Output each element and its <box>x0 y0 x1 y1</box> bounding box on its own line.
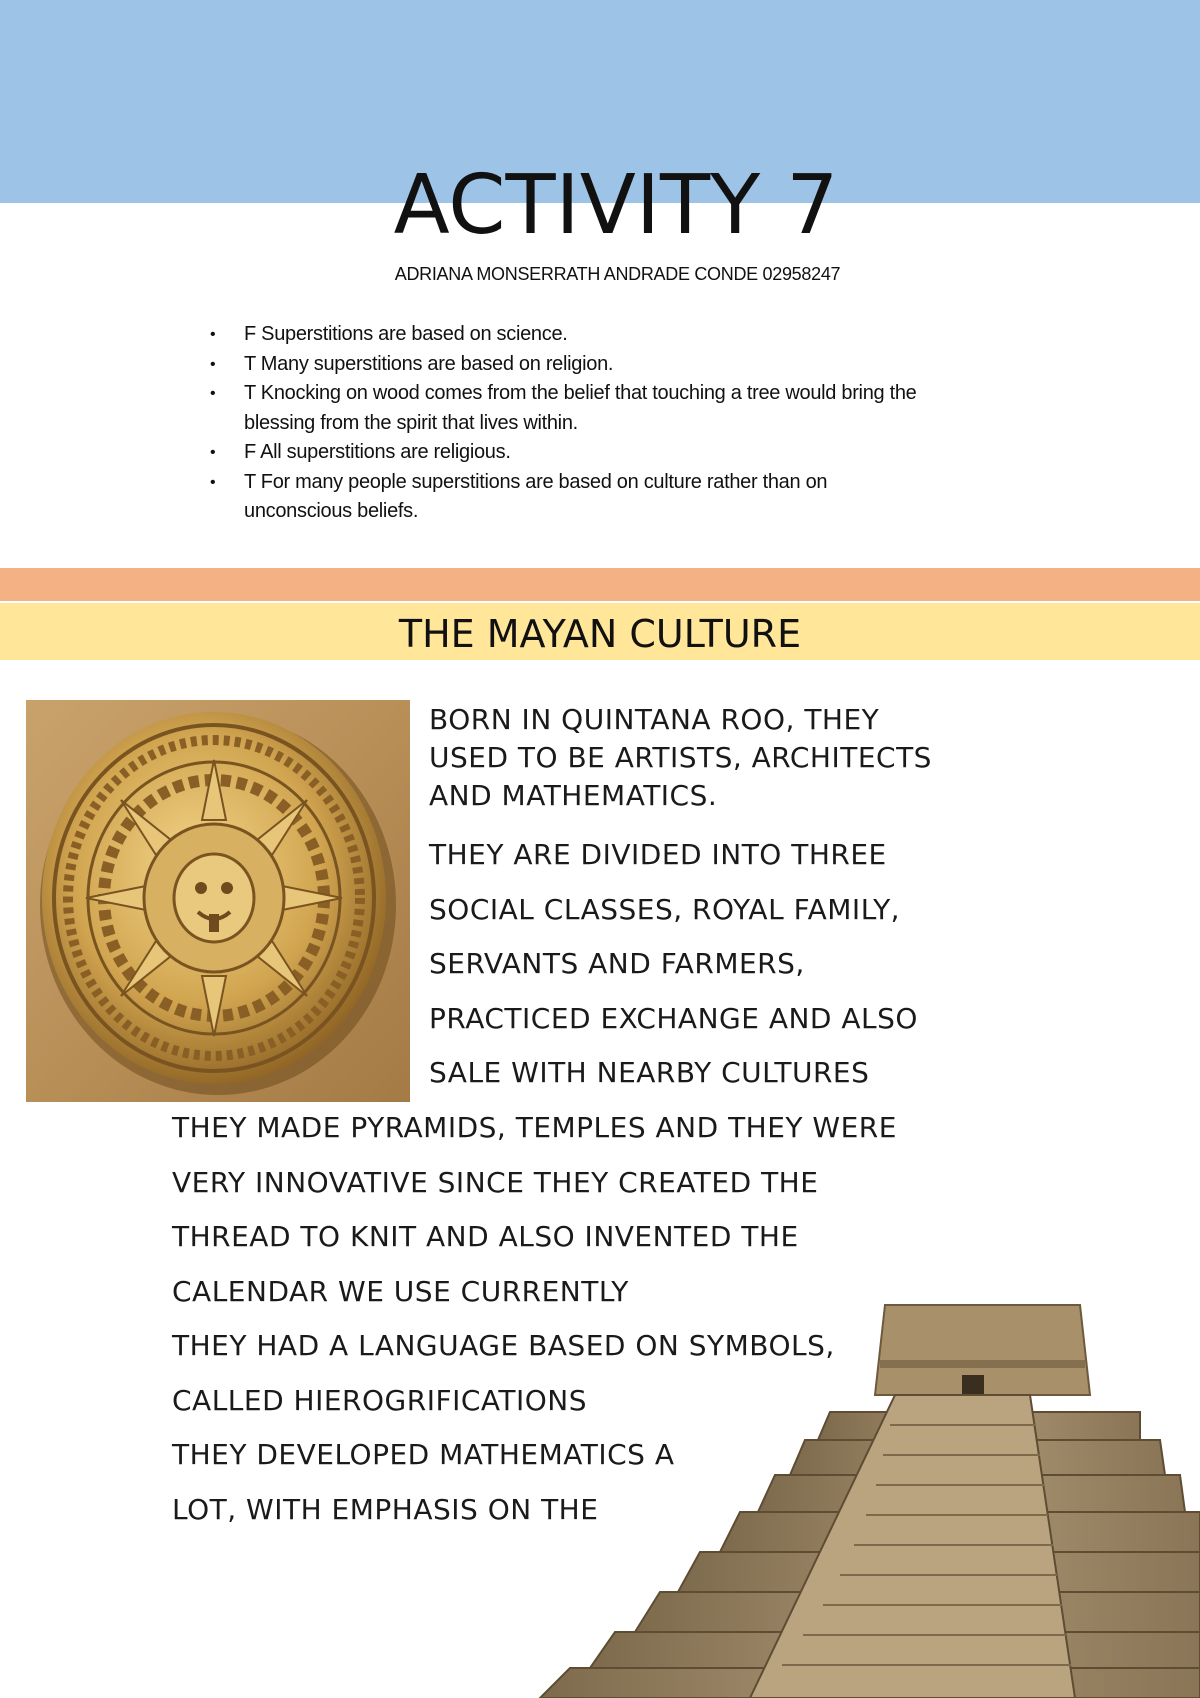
statement-line: T Knocking on wood comes from the belief that touching a tree would bring the <box>244 382 917 404</box>
author-line: ADRIANA MONSERRATH ANDRADE CONDE 02958247 <box>394 264 841 284</box>
statement-list <box>210 320 1040 527</box>
innovations-paragraph <box>172 1101 897 1537</box>
text-line: THEY ARE DIVIDED INTO THREE <box>429 838 887 871</box>
section-title: THE MAYAN CULTURE <box>398 612 802 656</box>
text-line: USED TO BE ARTISTS, ARCHITECTS <box>429 741 932 774</box>
text-line: THEY MADE PYRAMIDS, TEMPLES AND THEY WERE <box>172 1111 897 1144</box>
statement-line: F Superstitions are based on science. <box>244 323 568 345</box>
section-band-orange <box>0 568 1200 601</box>
list-item <box>210 468 1040 527</box>
text-line: THEY HAD A LANGUAGE BASED ON SYMBOLS, <box>172 1329 835 1362</box>
page-title: ACTIVITY 7 <box>393 158 839 253</box>
text-line: BORN IN QUINTANA ROO, THEY <box>429 703 880 736</box>
social-classes-paragraph <box>429 828 918 1101</box>
text-line: THEY DEVELOPED MATHEMATICS A <box>172 1438 675 1471</box>
statement-line: T Many superstitions are based on religion. <box>244 352 614 375</box>
intro-paragraph <box>429 701 932 815</box>
list-item <box>210 320 1040 350</box>
statement-line-continued: blessing from the spirit that lives within. <box>244 411 578 434</box>
text-line: SERVANTS AND FARMERS, <box>429 947 805 980</box>
text-line: THREAD TO KNIT AND ALSO INVENTED THE <box>172 1220 799 1253</box>
text-line: PRACTICED EXCHANGE AND ALSO <box>429 1001 918 1035</box>
text-line: CALLED HIEROGRIFICATIONS <box>172 1383 587 1417</box>
text-line: SOCIAL CLASSES, ROYAL FAMILY, <box>429 892 901 926</box>
statement-line: T For many people superstitions are based on culture rather than on <box>244 470 828 493</box>
list-item <box>210 438 1040 468</box>
list-item <box>210 379 1040 438</box>
text-line: SALE WITH NEARBY CULTURES <box>429 1056 870 1089</box>
text-line: LOT, WITH EMPHASIS ON THE <box>172 1492 599 1526</box>
aztec-calendar-image <box>26 700 410 1102</box>
statement-line-continued: unconscious beliefs. <box>244 500 419 522</box>
statement-line: F All superstitions are religious. <box>244 441 511 463</box>
text-line: CALENDAR WE USE CURRENTLY <box>172 1274 629 1308</box>
list-item <box>210 350 1040 380</box>
text-line: AND MATHEMATICS. <box>429 779 718 812</box>
text-line: VERY INNOVATIVE SINCE THEY CREATED THE <box>172 1165 819 1199</box>
